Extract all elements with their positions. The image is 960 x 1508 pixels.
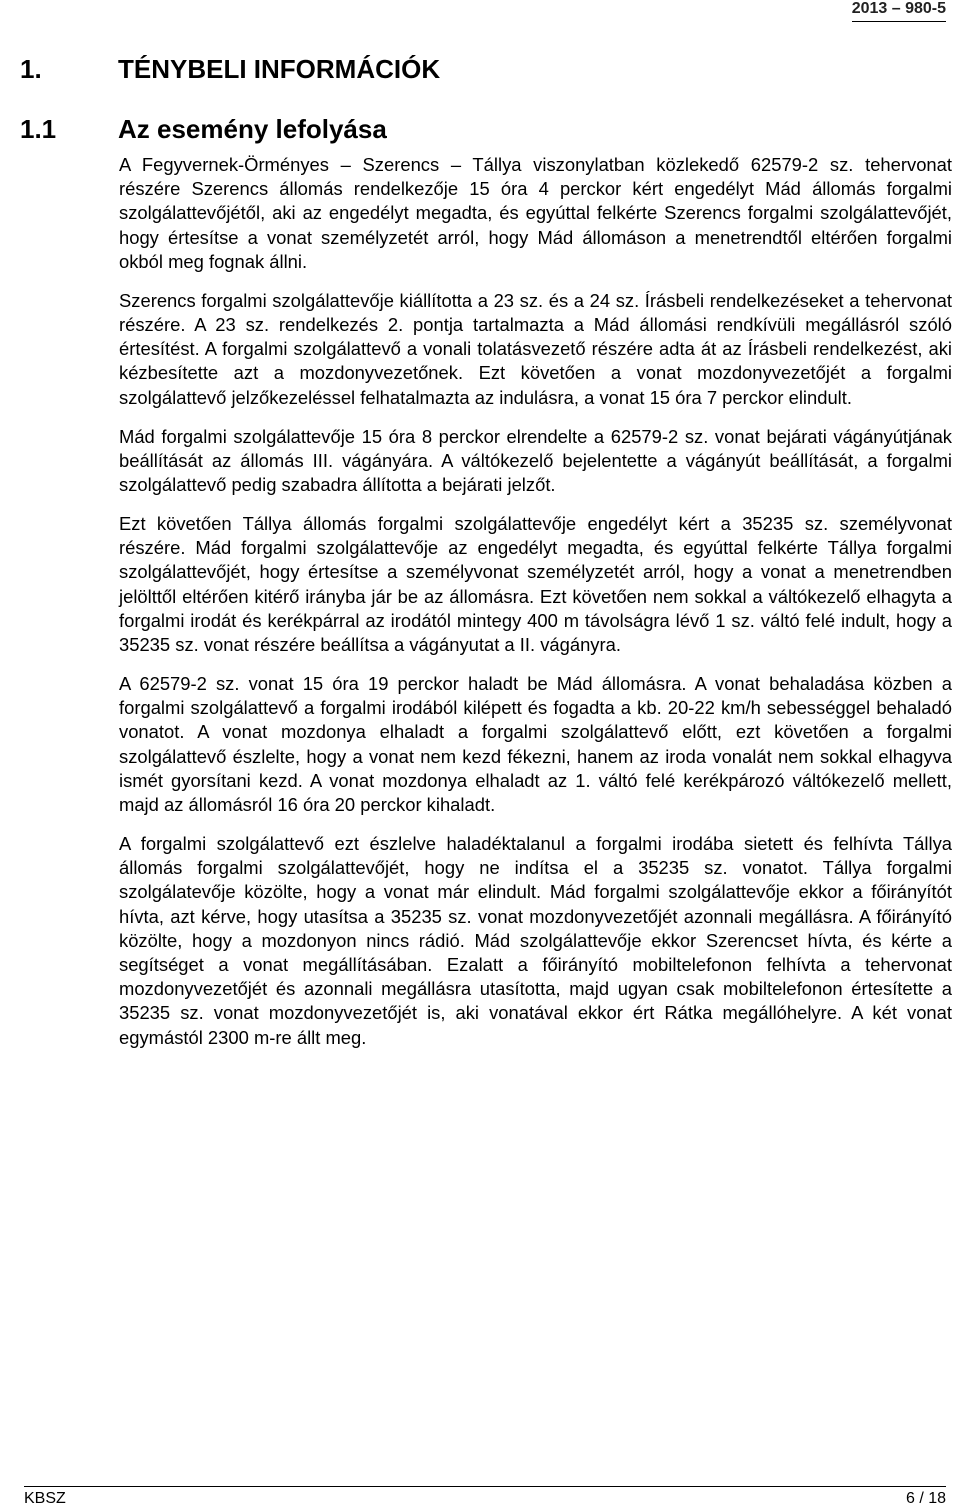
paragraph: Mád forgalmi szolgálattevője 15 óra 8 perckor elrendelte a 62579-2 sz. vonat bejárati vágányútjának beállítását az állomás III. vágányára. A váltókezelő bejelentette a vágányút beállítását, a forgalmi szolgálattevő pedig szabadra állította a bejárati jelzőt.	[119, 425, 952, 496]
page-footer	[24, 1486, 946, 1508]
subsection-heading	[20, 114, 387, 145]
body-text	[119, 153, 952, 1065]
section-heading	[20, 54, 440, 85]
section-number: 1.	[20, 54, 42, 84]
subsection-number: 1.1	[20, 114, 57, 144]
paragraph: Ezt követően Tállya állomás forgalmi szolgálattevője engedélyt kért a 35235 sz. személyvonat részére. Mád forgalmi szolgálattevője az engedélyt megadta, és egyúttal felkérte Tállya forgalmi szolgálattevőjét, hogy értesítse a személyvonat személyzetét arról, hogy a vonat a menetrendben jelölttől eltérően kitérő irányba jár be az állomásra. Ezt követően nem sokkal a váltókezelő elhagyta a forgalmi irodát és kerékpárral az irodától mintegy 400 m távolságra lévő 1 sz. váltó felé indult, hogy a 35235 sz. vonat részére beállítsa a vágányutat a II. vágányra.	[119, 513, 952, 656]
paragraph: Szerencs forgalmi szolgálattevője kiállította a 23 sz. és a 24 sz. Írásbeli rendelkezéseket a tehervonat részére. A 23 sz. rendelkezés 2. pontja tartalmazta a Mád állomási rendkívüli megállásról szóló értesítést. A forgalmi szolgálattevő a vonali tolatásvezető részére adta át az Írásbeli rendelkezést, aki kézbesítette azt a mozdonyvezetőnek. Ezt követően a vonat mozdonyvezetőjét a forgalmi szolgálattevő jelzőkezeléssel felhatalmazta az indulásra, a vonat 15 óra 7 perckor elindult.	[119, 289, 952, 408]
paragraph: A Fegyvernek-Örményes – Szerencs – Tállya viszonylatban közlekedő 62579-2 sz. tehervonat részére Szerencs állomás rendelkezője 15 óra 4 perckor kért engedélyt Mád állomás forgalmi szolgálattevőjétől, aki az engedélyt megadta, és egyúttal felkérte Szerencs forgalmi szolgálattevőjét, hogy értesítse a vonat személyzetét arról, hogy Mád állomáson a menetrendtől eltérően forgalmi okból meg fognak állni.	[119, 154, 952, 272]
paragraph: A forgalmi szolgálattevő ezt észlelve haladéktalanul a forgalmi irodába sietett és felhívta Tállya állomás forgalmi szolgálattevőjét, hogy ne indítsa el a 35235 sz. vonatot. Tállya forgalmi szolgálatevője közölte, hogy a vonat már elindult. Mád forgalmi szolgálattevője ekkor a főirányítót hívta, azt kérve, hogy utasítsa a 35235 sz. vonat mozdonyvezetőjét azonnali megállásra. A főirányító közölte, hogy a mozdonyon nincs rádió. Mád szolgálattevője ekkor Szerencset hívta, és kérte a segítséget a vonat megállításában. Ezalatt a főirányító mobiltelefonon felhívta a tehervonat mozdonyvezetőjét és azonnali megállásra utasította, majd ugyan csak mobiltelefonon értesítette a 35235 sz. vonat mozdonyvezetőjét is, aki vonatával ekkor ért Rátka megállóhelyre. A két vonat egymástól 2300 m-re állt meg.	[119, 833, 952, 1048]
subsection-title: Az esemény lefolyása	[118, 114, 387, 144]
page-number: 6 / 18	[905, 1490, 946, 1507]
paragraph: A 62579-2 sz. vonat 15 óra 19 perckor haladt be Mád állomásra. A vonat behaladása közben a forgalmi szolgálattevő a forgalmi irodából kilépett és fogadta a kb. 20-22 km/h sebességgel behaladó vonatot. A vonat mozdonya elhaladt a forgalmi szolgálattevő előtt, ezt követően a forgalmi szolgálattevő észlelte, hogy a vonat nem kezd fékezni, hanem az iroda vonalát nem sokkal elhagyva ismét gyorsítani kezd. A vonat mozdonya elhaladt az 1. váltó felé kerékpározó váltókezelő mellett, majd az állomásról 16 óra 20 perckor kihaladt.	[119, 673, 952, 816]
document-id: 2013 – 980-5	[852, 0, 946, 22]
section-title: TÉNYBELI INFORMÁCIÓK	[118, 54, 441, 84]
footer-organization: KBSZ	[24, 1490, 66, 1507]
